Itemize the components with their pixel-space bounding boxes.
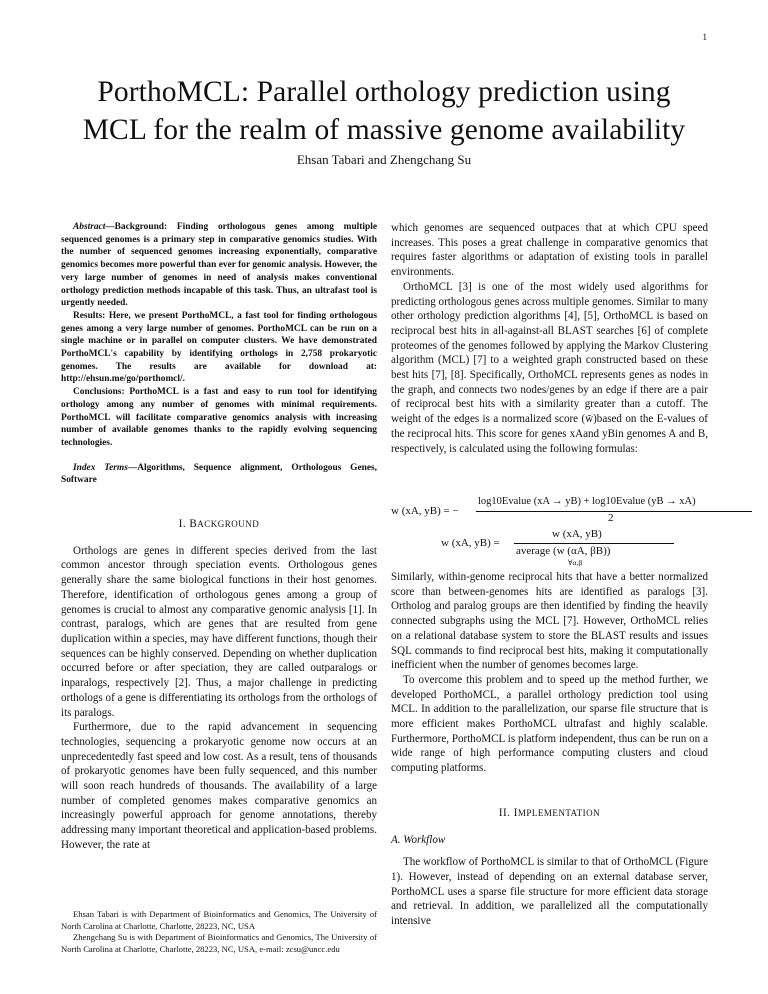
- abstract-conclusions: Conclusions: PorthoMCL is a fast and easy to run tool for identifying orthology among any number of genomes with minimal requirements. PorthoMCL will facilitate comparative genomics analysis with increasing number of available genomes thanks to the rapidly evolving sequencing technologies.: [61, 387, 377, 448]
- equation-2-numerator: w (xA, yB): [552, 528, 602, 540]
- paragraph: OrthoMCL [3] is one of the most widely used algorithms for predicting orthologous genes across multiple genomes. Similar to many other orthology prediction algorithms [4], [5], OrthoMCL is based on reciprocal best hits in all-against-all BLAST searches [6] of complete proteomes of the genomes followed by applying the Markov Clustering algorithm (MCL) [7] to a weighted graph constructed based on these best hits [7], [8]. Specifically, OrthoMCL represents genes as nodes in the graph, and connects two nodes/genes by an edge if there are a pair of reciprocal best hits with a similarity greater than a cutoff. The weight of the edges is a normalized score (w̄)based on the E-values of the reciprocal hits. This score for genes xAand yBin genomes A and B, respectively, is calculated using the following formulas:: [391, 280, 708, 455]
- paragraph: Similarly, within-genome reciprocal hits that have a better normalized score than between-genomes hits are identified as paralogs [3]. Ortholog and paralog groups are then identified by finding the heavily connected subgraphs using the MCL [7]. However, OrthoMCL relies on a relational database system to store the BLAST results and issues SQL commands to find reciprocal best hits, making it computationally inefficient when the number of genomes becomes large.: [391, 571, 708, 672]
- page-number: 1: [702, 32, 707, 42]
- footnote-2: Zhengchang Su is with Department of Bioinformatics and Genomics, The University of North Carolina at Charlotte, Charlotte, 28223, NC, USA, e-mail: zcsu@uncc.edu: [61, 932, 377, 955]
- title-line-2: MCL for the realm of massive genome availability: [82, 114, 686, 146]
- abstract-results: Results: Here, we present PorthoMCL, a fast tool for finding orthologous genes among a very large number of genomes. PorthoMCL can be run on a single machine or in parallel on computer clusters. We have demonstrated PorthoMCL's capability by identifying orthologs in 2,758 prokaryotic genomes. The results are available for download at: http://ehsun.me/go/porthomcl/.: [61, 310, 377, 385]
- footnotes: [61, 909, 377, 956]
- equation-2-fraction-line: [514, 543, 674, 544]
- index-terms: [61, 462, 377, 487]
- right-column-top: [391, 221, 708, 456]
- equation-1-fraction-line: [476, 511, 752, 512]
- equation-1-denominator: 2: [608, 512, 614, 524]
- index-terms-lead: Index Terms: [73, 462, 128, 473]
- subsection-heading-workflow: A. Workflow: [391, 833, 446, 846]
- equation-2-subscript: ∀α,β: [568, 558, 583, 567]
- paragraph: To overcome this problem and to speed up the method further, we developed PorthoMCL, a parallel orthology prediction tool using MCL. In addition to the parallelization, our sparse file structure that is more efficient makes PorthoMCL ultrafast and highly scalable. Furthermore, PorthoMCL is platform independent, thus can be run on a wide range of high performance computing clusters and cloud computing platforms.: [391, 673, 708, 775]
- equation-2-denominator: average (w (αA, βB)): [516, 545, 611, 557]
- equation-2-lhs: w (xA, yB) =: [441, 537, 500, 549]
- right-column-bottom: [391, 570, 708, 929]
- abstract: [61, 221, 377, 310]
- section-heading-background: I. BACKGROUND: [178, 518, 260, 531]
- title-line-1: PorthoMCL: Parallel orthology prediction using: [97, 76, 671, 108]
- section-heading-implementation: II. IMPLEMENTATION: [498, 806, 601, 819]
- footnote-1: Ehsan Tabari is with Department of Bioinformatics and Genomics, The University of North Carolina at Charlotte, Charlotte, 28223, NC, USA: [61, 909, 377, 931]
- paragraph: Orthologs are genes in different species derived from the last common ancestor through speciation events. Orthologous genes generally share the same biological functions in their host genomes. Therefore, identification of orthologous genes among a group of genomes is crucial to almost any comparative genomic analysis [1]. In contrast, paralogs, which are genes that are resulted from gene duplication within a species, may have different functions, though their sequences can be highly conserved. Depending on whether duplication occurred before or after speciation, they are called outparalogs or inparalogs, respectively [2]. Thus, a major challenge in predicting orthologs of a gene is differentiating its orthologs from the orthologs of its paralogs.: [61, 544, 377, 719]
- paragraph: Furthermore, due to the rapid advancement in sequencing technologies, sequencing a prokaryotic genome now occurs at an unprecedentedly fast speed and low cost. As a result, tens of thousands of prokaryotic genomes have been fully sequenced, and this number will soon reach hundreds of thousands. The availability of a large number of completed genomes makes comparative genomics an increasingly powerful approach for genome annotations, thereby addressing many important theoretical and application-based problems. However, the rate at: [61, 721, 377, 851]
- abstract-background: —Background: Finding orthologous genes among multiple sequenced genomes is a primary step in comparative genomics studies. With the number of sequenced genomes increasing exponentially, comparative genomics becomes more powerful than ever for genomic analysis. However, the very large number of genomes in need of analysis makes conventional orthology prediction methods incapable of this task. Thus, an ultrafast tool is urgently needed.: [61, 222, 377, 309]
- equation-1-numerator: log10Evalue (xA → yB) + log10Evalue (yB → xA): [478, 496, 696, 507]
- abstract-lead: Abstract: [73, 222, 106, 232]
- authors: Ehsan Tabari and Zhengchang Su: [296, 152, 472, 167]
- index-terms-text: —Algorithms, Sequence alignment, Orthologous Genes, Software: [61, 462, 377, 486]
- paragraph: The workflow of PorthoMCL is similar to that of OrthoMCL (Figure 1). However, instead of depending on an external database server, PorthoMCL uses a sparse file structure for more efficient data storage and retrieval. In addition, we parallelized all the computationally intensive: [391, 856, 708, 928]
- paper-title: [0, 73, 768, 149]
- equation-1-lhs: w (xA, yB) = −: [391, 505, 459, 517]
- left-column: [61, 221, 377, 853]
- paragraph: which genomes are sequenced outpaces that at which CPU speed increases. This poses a great challenge in comparative genomics that requires faster algorithms or adaptation of existing tools in parallel environments.: [391, 222, 708, 279]
